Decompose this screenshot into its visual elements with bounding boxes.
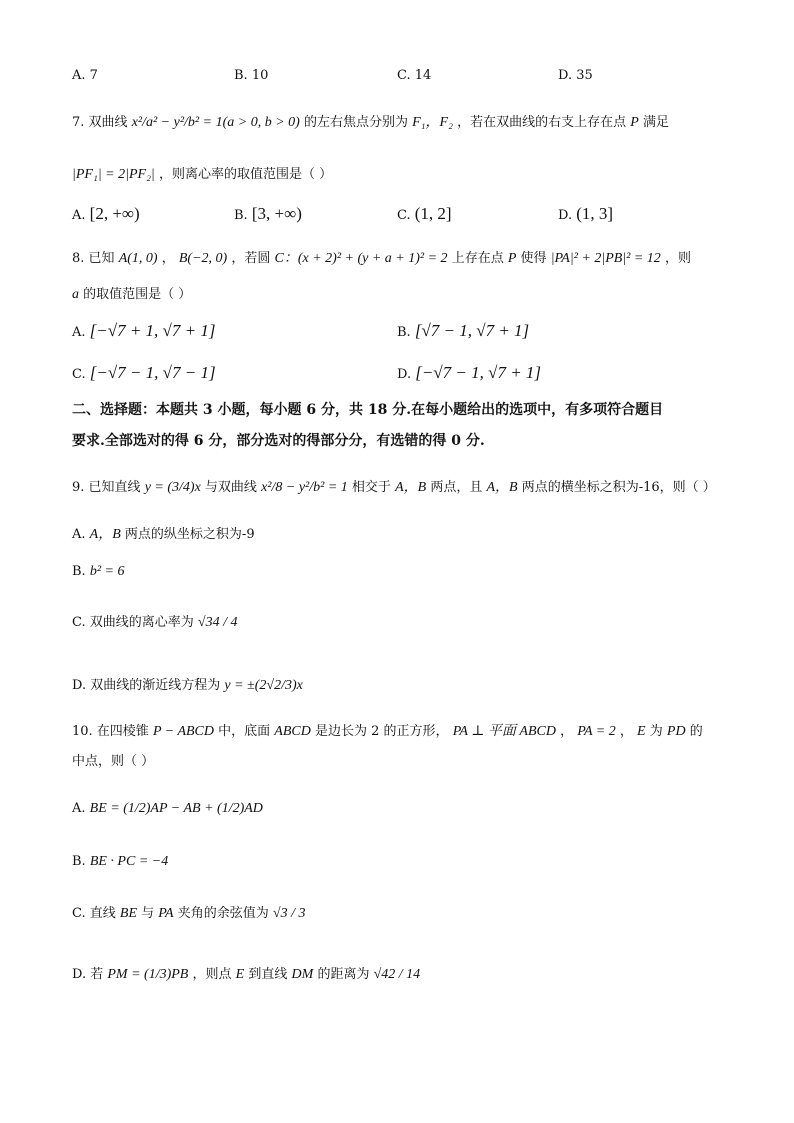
q7-option-c <box>397 205 452 225</box>
q8-point-b: B(−2, 0) <box>178 251 228 266</box>
q9-hyperbola-equation: x²/8 − y²/b² = 1 <box>261 480 348 495</box>
q7-text: 的左右焦点分别为 <box>303 115 408 130</box>
option-text: 夹角的余弦值为 <box>177 906 269 921</box>
q6-option-d: D. 35 <box>558 68 593 83</box>
q6-option-b: B. 10 <box>234 68 269 83</box>
q10-perpendicular: PA ⊥ 平面 ABCD <box>452 724 556 739</box>
option-value: y = ±(2√2/3)x <box>224 678 303 693</box>
q10-segment-pd: PD <box>666 724 686 739</box>
q7-text: 满足 <box>642 115 669 130</box>
option-label: A. <box>72 801 86 816</box>
q10-stem-line2: 中点，则（ ） <box>72 754 155 769</box>
section-heading-line2: 要求.全部选对的得 6 分，部分选对的得部分分，有选错的得 0 分. <box>72 433 485 449</box>
option-value: √3 / 3 <box>272 906 306 921</box>
q10-text: 为 <box>649 724 663 739</box>
q7-option-a <box>72 205 140 225</box>
q10-option-b <box>72 853 168 871</box>
q9-option-b <box>72 563 124 581</box>
option-label: D. <box>558 208 573 223</box>
option-value: [√7 − 1, √7 + 1] <box>414 321 530 340</box>
q9-option-a <box>72 526 255 544</box>
option-value: [3, +∞) <box>251 204 302 223</box>
q10-option-c <box>72 905 305 923</box>
q8-number: 8. 已知 <box>72 251 115 266</box>
q7-point: P <box>630 115 639 130</box>
q10-stem-line1 <box>72 723 703 741</box>
q8-question: 的取值范围是（ ） <box>83 287 192 302</box>
option-text: 与 <box>141 906 155 921</box>
q10-option-d <box>72 966 420 984</box>
option-label: D. <box>397 367 412 382</box>
option-condition: PM = (1/3)PB <box>107 967 189 982</box>
option-label: C. 直线 <box>72 906 116 921</box>
q8-text: 使得 <box>520 251 547 266</box>
q9-line-equation: y = (3/4)x <box>144 480 201 495</box>
option-label: A. <box>72 208 86 223</box>
option-label: D. 若 <box>72 967 104 982</box>
q9-option-d <box>72 677 303 695</box>
q9-number: 9. 已知直线 <box>72 480 141 495</box>
q10-text: 中，底面 <box>218 724 271 739</box>
q7-hyperbola-equation: x²/a² − y²/b² = 1(a > 0, b > 0) <box>131 115 300 130</box>
q8-text: ，则 <box>664 251 691 266</box>
q8-text: 上存在点 <box>451 251 504 266</box>
option-value: [−√7 + 1, √7 + 1] <box>89 321 216 340</box>
q10-pa-length: PA = 2 <box>577 724 616 739</box>
separator: ， <box>619 724 633 739</box>
q8-variable: a <box>72 287 79 302</box>
option-label: D. 双曲线的渐近线方程为 <box>72 678 221 693</box>
section-heading-line1: 二、选择题：本题共 3 小题，每小题 6 分，共 18 分.在每小题给出的选项中，有多项符合题目 <box>72 402 664 418</box>
option-value: [−√7 − 1, √7 + 1] <box>415 363 542 382</box>
q9-text: 与双曲线 <box>204 480 257 495</box>
option-value: [2, +∞) <box>89 204 140 223</box>
q9-text: 相交于 <box>351 480 391 495</box>
option-segment: BE <box>119 906 137 921</box>
q7-text: ，若在双曲线的右支上存在点 <box>457 115 627 130</box>
option-point: E <box>235 967 245 982</box>
option-label: C. 双曲线的离心率为 <box>72 615 194 630</box>
q9-stem <box>72 479 716 497</box>
separator: ， <box>161 251 175 266</box>
q9-text: 两点，且 <box>430 480 483 495</box>
q10-option-a <box>72 800 263 818</box>
option-value: (1, 3] <box>576 204 614 223</box>
option-segment: PA <box>158 906 174 921</box>
option-value: √42 / 14 <box>373 967 421 982</box>
q10-pyramid: P − ABCD <box>152 724 214 739</box>
option-label: B. <box>397 325 411 340</box>
q6-option-c: C. 14 <box>397 68 432 83</box>
option-label: A. <box>72 527 86 542</box>
q8-option-a <box>72 322 215 342</box>
q10-text: 的 <box>689 724 703 739</box>
q10-text: 是边长为 2 的正方形， <box>315 724 449 739</box>
q8-option-c <box>72 364 216 384</box>
option-value: [−√7 − 1, √7 − 1] <box>89 363 216 382</box>
q7-stem-line1 <box>72 114 669 132</box>
q6-option-a: A. 7 <box>72 68 98 83</box>
option-value: BE · PC = −4 <box>89 854 169 869</box>
q7-option-d <box>558 205 613 225</box>
q7-stem-line2 <box>72 166 332 184</box>
option-value: b² = 6 <box>89 564 125 579</box>
q9-question: 两点的横坐标之积为-16，则（ ） <box>521 480 716 495</box>
q8-point: P <box>507 251 517 266</box>
q8-stem-line2 <box>72 286 191 304</box>
q8-point-a: A(1, 0) <box>118 251 158 266</box>
option-text: ，则点 <box>192 967 232 982</box>
separator: ， <box>560 724 574 739</box>
option-label: B. <box>72 564 86 579</box>
option-value: (1, 2] <box>414 204 452 223</box>
option-label: A. <box>72 325 86 340</box>
q9-points: A，B <box>486 480 518 495</box>
q8-option-d <box>397 364 541 384</box>
q8-text: ，若圆 <box>231 251 271 266</box>
option-segment: DM <box>291 967 314 982</box>
option-text: 的距离为 <box>317 967 370 982</box>
q10-point-e: E <box>637 724 646 739</box>
option-value: BE = (1/2)AP − AB + (1/2)AD <box>89 801 263 816</box>
q8-condition: |PA|² + 2|PB|² = 12 <box>550 251 661 266</box>
option-value: √34 / 4 <box>197 615 238 630</box>
q8-circle: C：(x + 2)² + (y + a + 1)² = 2 <box>274 251 448 266</box>
q7-condition: |PF₁| = 2|PF₂| <box>72 167 155 182</box>
option-label: B. <box>72 854 86 869</box>
q8-option-b <box>397 322 529 342</box>
q10-base: ABCD <box>274 724 311 739</box>
q10-number: 10. 在四棱锥 <box>72 724 149 739</box>
q7-option-b <box>234 205 302 225</box>
q8-stem-line1 <box>72 250 691 268</box>
q9-option-c <box>72 614 237 632</box>
q9-points: A，B <box>395 480 427 495</box>
option-label: B. <box>234 208 248 223</box>
option-points: A，B <box>89 527 121 542</box>
q7-foci: F₁，F₂ <box>412 115 453 130</box>
q7-number: 7. 双曲线 <box>72 115 128 130</box>
option-text: 两点的纵坐标之积为-9 <box>124 527 255 542</box>
option-text: 到直线 <box>248 967 288 982</box>
q7-question: ，则离心率的取值范围是（ ） <box>158 167 333 182</box>
option-label: C. <box>72 367 86 382</box>
option-label: C. <box>397 208 411 223</box>
